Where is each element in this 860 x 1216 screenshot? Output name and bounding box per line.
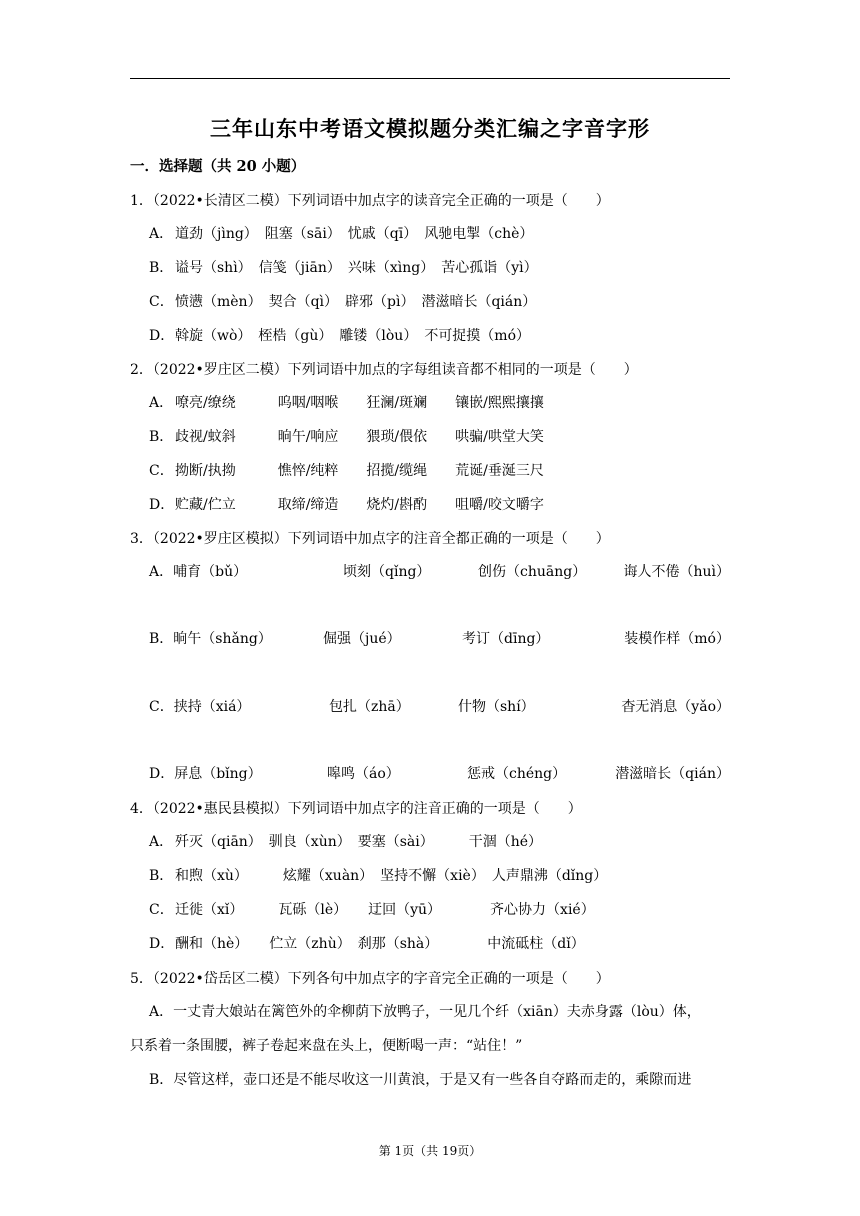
question-1-stem: 1．（2022•长清区二模）下列词语中加点字的读音完全正确的一项是（ ） [130,193,610,209]
question-3-stem: 3．（2022•罗庄区模拟）下列词语中加点字的注音全都正确的一项是（ ） [130,531,610,547]
question-5-option-a-line-1: A．一丈青大娘站在篱笆外的伞柳荫下放鸭子，一见几个纤（xiān）夫赤身露（lòu）体， [149,1004,701,1020]
question-2-stem: 2．（2022•罗庄区二模）下列词语中加点的字每组读音都不相同的一项是（ ） [130,362,638,378]
question-1-option-c: C．愤懑（mèn） 契合（qì） 辟邪（pì） 潜滋暗长（qián） [149,294,537,310]
question-3-option-b: B．晌午（shǎng） 倔强（jué） 考订（dīng） 装模作样（mó） [149,631,730,647]
question-1-option-d: D．斡旋（wò） 桎梏（gù） 雕镂（lòu） 不可捉摸（mó） [149,328,531,344]
question-1-option-a: A． 道劲（jìng） 阻塞（sāi） 忧戚（qī） 风驰电掣（chè） [149,226,534,242]
question-2-option-d: D．贮藏/伫立 取缔/缔造 烧灼/斟酌 咀嚼/咬文嚼字 [149,497,544,513]
question-4-stem: 4．（2022•惠民县模拟）下列词语中加点字的注音正确的一项是（ ） [130,801,582,817]
question-3-option-d: D．屏息（bǐng） 嗥鸣（áo） 惩戒（chéng） 潜滋暗长（qián） [149,766,730,782]
header-rule [130,78,730,79]
question-3-option-c: C．挟持（xiá） 包扎（zhā） 什物（shí） 杳无消息（yǎo） [149,699,730,715]
question-5-option-a-line-2: 只系着一条围腰，裤子卷起来盘在头上，便断喝一声：“站住！” [130,1038,523,1054]
question-4-option-c: C．迁徙（xǐ） 瓦砾（lè） 迂回（yū） 齐心协力（xié） [149,902,595,918]
section-heading: 一．选择题（共 20 小题） [130,158,306,175]
document-title: 三年山东中考语文模拟题分类汇编之字音字形 [210,116,650,141]
page-footer: 第 1页（共 19页） [378,1144,482,1158]
question-2-option-c: C．拗断/执拗 憔悴/纯粹 招揽/缆绳 荒诞/垂涎三尺 [149,463,544,479]
question-5-stem: 5．（2022•岱岳区二模）下列各句中加点字的字音完全正确的一项是（ ） [130,971,610,987]
question-2-option-b: B． 歧视/蚊斜 晌午/响应 猥琐/偎依 哄骗/哄堂大笑 [149,429,544,445]
question-5-option-b-line-1: B．尽管这样，壶口还是不能尽收这一川黄浪，于是又有一些各自夺路而走的，乘隙而进 [149,1072,692,1088]
question-1-option-b: B． 谥号（shì） 信笺（jiān） 兴味（xìng） 苦心孤诣（yì） [149,260,538,276]
question-4-option-a: A． 歼灭（qiān） 驯良（xùn） 要塞（sài） 干涸（hé） [149,834,543,850]
question-3-option-a: A．哺育（bǔ） 顷刻（qǐng） 创伤（chuāng） 诲人不倦（huì） [149,564,730,580]
question-4-option-b: B． 和煦（xù） 炫耀（xuàn） 坚持不懈（xiè） 人声鼎沸（dǐng） [149,868,608,884]
question-4-option-d: D．酬和（hè） 伫立（zhù） 刹那（shà） 中流砥柱（dǐ） [149,936,585,952]
question-2-option-a: A． 嘹亮/缭绕 呜咽/咽喉 狂澜/斑斓 镶嵌/熙熙攘攘 [149,395,544,411]
